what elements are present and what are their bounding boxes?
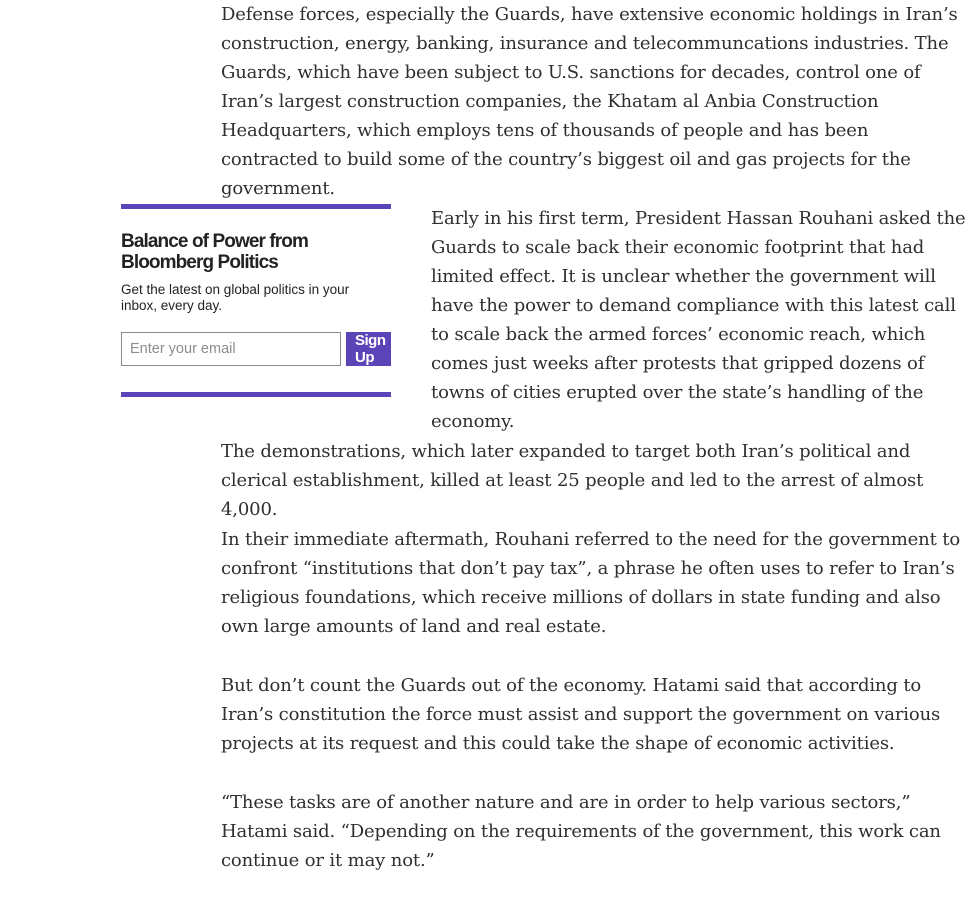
newsletter-bottom-divider bbox=[121, 392, 391, 397]
newsletter-top-divider bbox=[121, 204, 391, 209]
article-paragraph: In their immediate aftermath, Rouhani referred to the need for the government to confront “institutions that don’t pay tax”, a phrase he often uses to refer to Iran’s religious foundations, which receive millions of dollars in state funding and also own large amounts of land and real estate. bbox=[221, 529, 961, 637]
article-paragraph: The demonstrations, which later expanded to target both Iran’s political and clerical establishment, killed at least 25 people and led to the arrest of almost 4,000. bbox=[221, 441, 924, 520]
article-paragraph: But don’t count the Guards out of the economy. Hatami said that according to Iran’s constitution the force must assist and support the government on various projects at its request and this could take the shape of economic activities. bbox=[221, 675, 941, 754]
newsletter-title: Balance of Power from Bloomberg Politics bbox=[121, 231, 308, 273]
newsletter-description: Get the latest on global politics in your inbox, every day. bbox=[121, 282, 350, 313]
newsletter-signup-widget bbox=[121, 204, 391, 398]
article-paragraph: Early in his first term, President Hassan Rouhani asked the Guards to scale back their economic footprint that had limited effect. It is unclear whether the government will have the power to demand compliance with this latest call to scale back the armed forces’ economic reach, which comes just weeks after protests that gripped dozens of towns of cities erupted over the state’s handling of the economy. bbox=[431, 208, 966, 432]
article-paragraph: Defense forces, especially the Guards, have extensive economic holdings in Iran’s construction, energy, banking, insurance and telecommuncations industries. The Guards, which have been subject to U.S. sanctions for decades, control one of Iran’s largest construction companies, the Khatam al Anbia Construction Headquarters, which employs tens of thousands of people and has been contracted to build some of the country’s biggest oil and gas projects for the government. bbox=[221, 4, 958, 199]
article-paragraph: “These tasks are of another nature and are in order to help various sectors,” Hatami said. “Depending on the requirements of the government, this work can continue or it may not.” bbox=[221, 792, 941, 871]
email-input[interactable] bbox=[121, 332, 341, 366]
sign-up-button[interactable]: Sign Up bbox=[346, 332, 391, 366]
